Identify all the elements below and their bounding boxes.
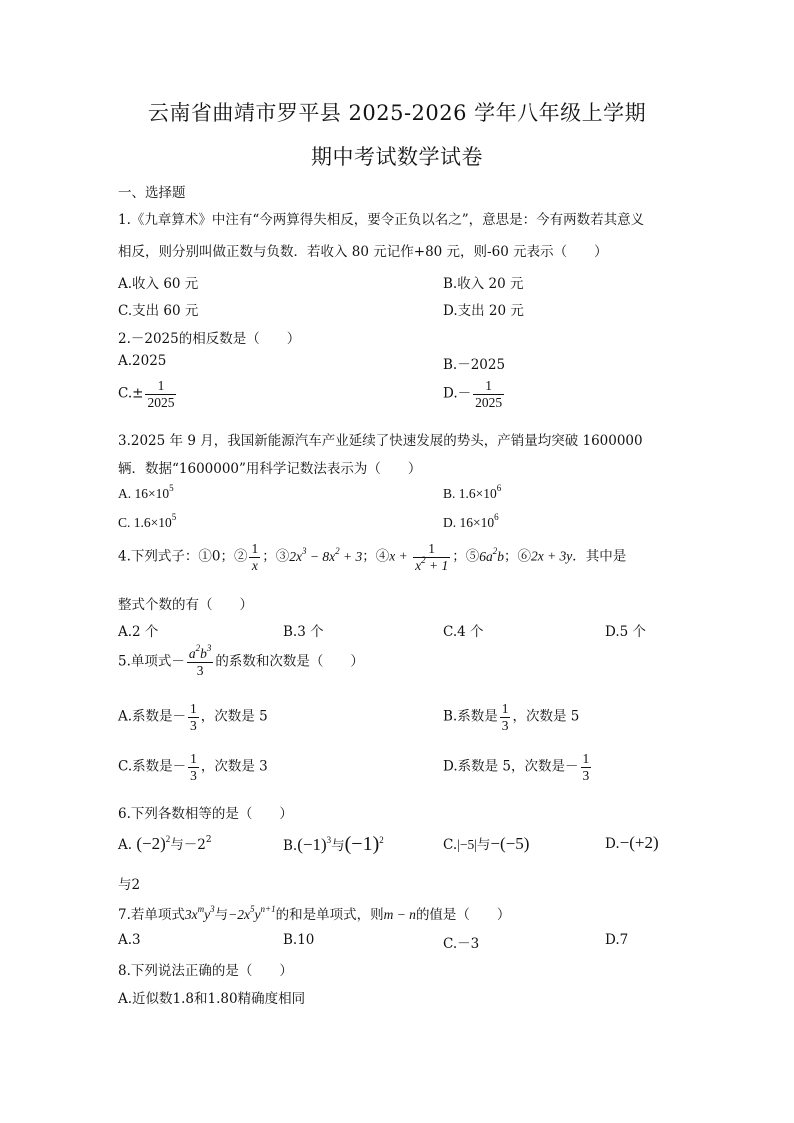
q3-stem-line1: 3.2025 年 9 月，我国新能源汽车产业延续了快速发展的势头，产销量均突破 1600000 bbox=[118, 433, 643, 449]
q3-option-d: D. $16\times 10^6$ bbox=[443, 512, 499, 530]
q4-stem-line1: 4.下列式子：①0；② $\frac{1}{x}$ ；$③2x^3 - 8x^2 + 3$；④x + $\frac{1}{x^2 + 1}$ ；$⑤6a^2b$；⑥2x + 3y．其中是 bbox=[118, 541, 627, 573]
q3-stem-line2: 辆．数据“1600000”用科学记数法表示为（ ） bbox=[118, 461, 422, 477]
q4-stem-line2: 整式个数的有（ ） bbox=[118, 597, 253, 613]
q5-option-a: A.系数是－ $\frac{1}{3}$ ，次数是 5 bbox=[118, 701, 268, 733]
q4-option-a: A.2 个 bbox=[118, 624, 159, 640]
q6-option-d-continued: 与2 bbox=[118, 877, 141, 893]
q1-stem-line1: 1.《九章算术》中注有“今两算得失相反，要令正负以名之”，意思是：今有两数若其意义 bbox=[118, 212, 645, 228]
q4-expr-3: $2x^3 - 8x^2 + 3$ bbox=[289, 545, 363, 564]
q4-option-b: B.3 个 bbox=[283, 624, 324, 640]
q1-option-a: A.收入 60 元 bbox=[118, 276, 199, 292]
q4-option-c: C.4 个 bbox=[443, 624, 484, 640]
q8-option-a: A.近似数1.8和1.80精确度相同 bbox=[118, 991, 306, 1007]
q3-option-b: B. $1.6\times 10^6$ bbox=[443, 483, 502, 501]
q2-option-a: A.2025 bbox=[118, 353, 167, 369]
exam-title-line2: 期中考试数学试卷 bbox=[311, 145, 483, 169]
q3-option-c: C. $1.6\times 10^5$ bbox=[118, 512, 177, 530]
q2-stem: 2.－2025的相反数是（ ） bbox=[118, 331, 301, 347]
exam-title-line1: 云南省曲靖市罗平县 2025-2026 学年八年级上学期 bbox=[147, 101, 647, 125]
q6-option-d: D.−(+2) bbox=[605, 833, 659, 852]
q5-stem: 5.单项式－ $\frac{a^2b^3}{3}$ 的系数和次数是（ ） bbox=[118, 643, 364, 678]
q4-option-d: D.5 个 bbox=[605, 624, 647, 640]
q7-option-b: B.10 bbox=[283, 932, 315, 948]
q2-option-c: C.± $\frac{1}{2025}$ bbox=[118, 378, 175, 410]
q1-stem-line2: 相反，则分别叫做正数与负数．若收入 80 元记作+80 元，则-60 元表示（ ） bbox=[118, 244, 608, 260]
q8-stem: 8.下列说法正确的是（ ） bbox=[118, 963, 293, 979]
q2-option-b: B.－2025 bbox=[443, 357, 506, 373]
q7-option-c: C.－3 bbox=[443, 936, 480, 952]
q1-option-d: D.支出 20 元 bbox=[443, 303, 524, 319]
q7-option-a: A.3 bbox=[118, 932, 141, 948]
q6-option-a: A. $(-2)^2$与$-2^2$ bbox=[118, 834, 212, 853]
q1-option-b: B.收入 20 元 bbox=[443, 276, 524, 292]
q5-option-d: D.系数是 5，次数是－ $\frac{1}{3}$ bbox=[443, 751, 590, 783]
q7-stem: 7.若单项式$3x^my^3$与$-2x^5y^{n+1}$的和是单项式，则m − n的值是（ ） bbox=[118, 904, 511, 923]
q3-option-a: A. $16\times 10^5$ bbox=[118, 483, 174, 501]
q5-option-c: C.系数是－ $\frac{1}{3}$ ，次数是 3 bbox=[118, 751, 268, 783]
q2-option-d: D.－ $\frac{1}{2025}$ bbox=[443, 378, 503, 410]
q6-option-c: C.|−5|与−(−5) bbox=[443, 834, 530, 853]
q4-expr-5: $6a^2b$ bbox=[479, 545, 504, 564]
q6-option-b: $B.(-1)^3$与$(-1)^2$ bbox=[283, 833, 384, 855]
q4-expr-6: 2x + 3y bbox=[530, 548, 573, 564]
q7-option-d: D.7 bbox=[605, 932, 629, 948]
section-heading: 一、选择题 bbox=[118, 185, 186, 201]
q5-option-b: B.系数是 $\frac{1}{3}$ ，次数是 5 bbox=[443, 701, 580, 733]
q1-option-c: C.支出 60 元 bbox=[118, 303, 199, 319]
q6-stem: 6.下列各数相等的是（ ） bbox=[118, 806, 293, 822]
